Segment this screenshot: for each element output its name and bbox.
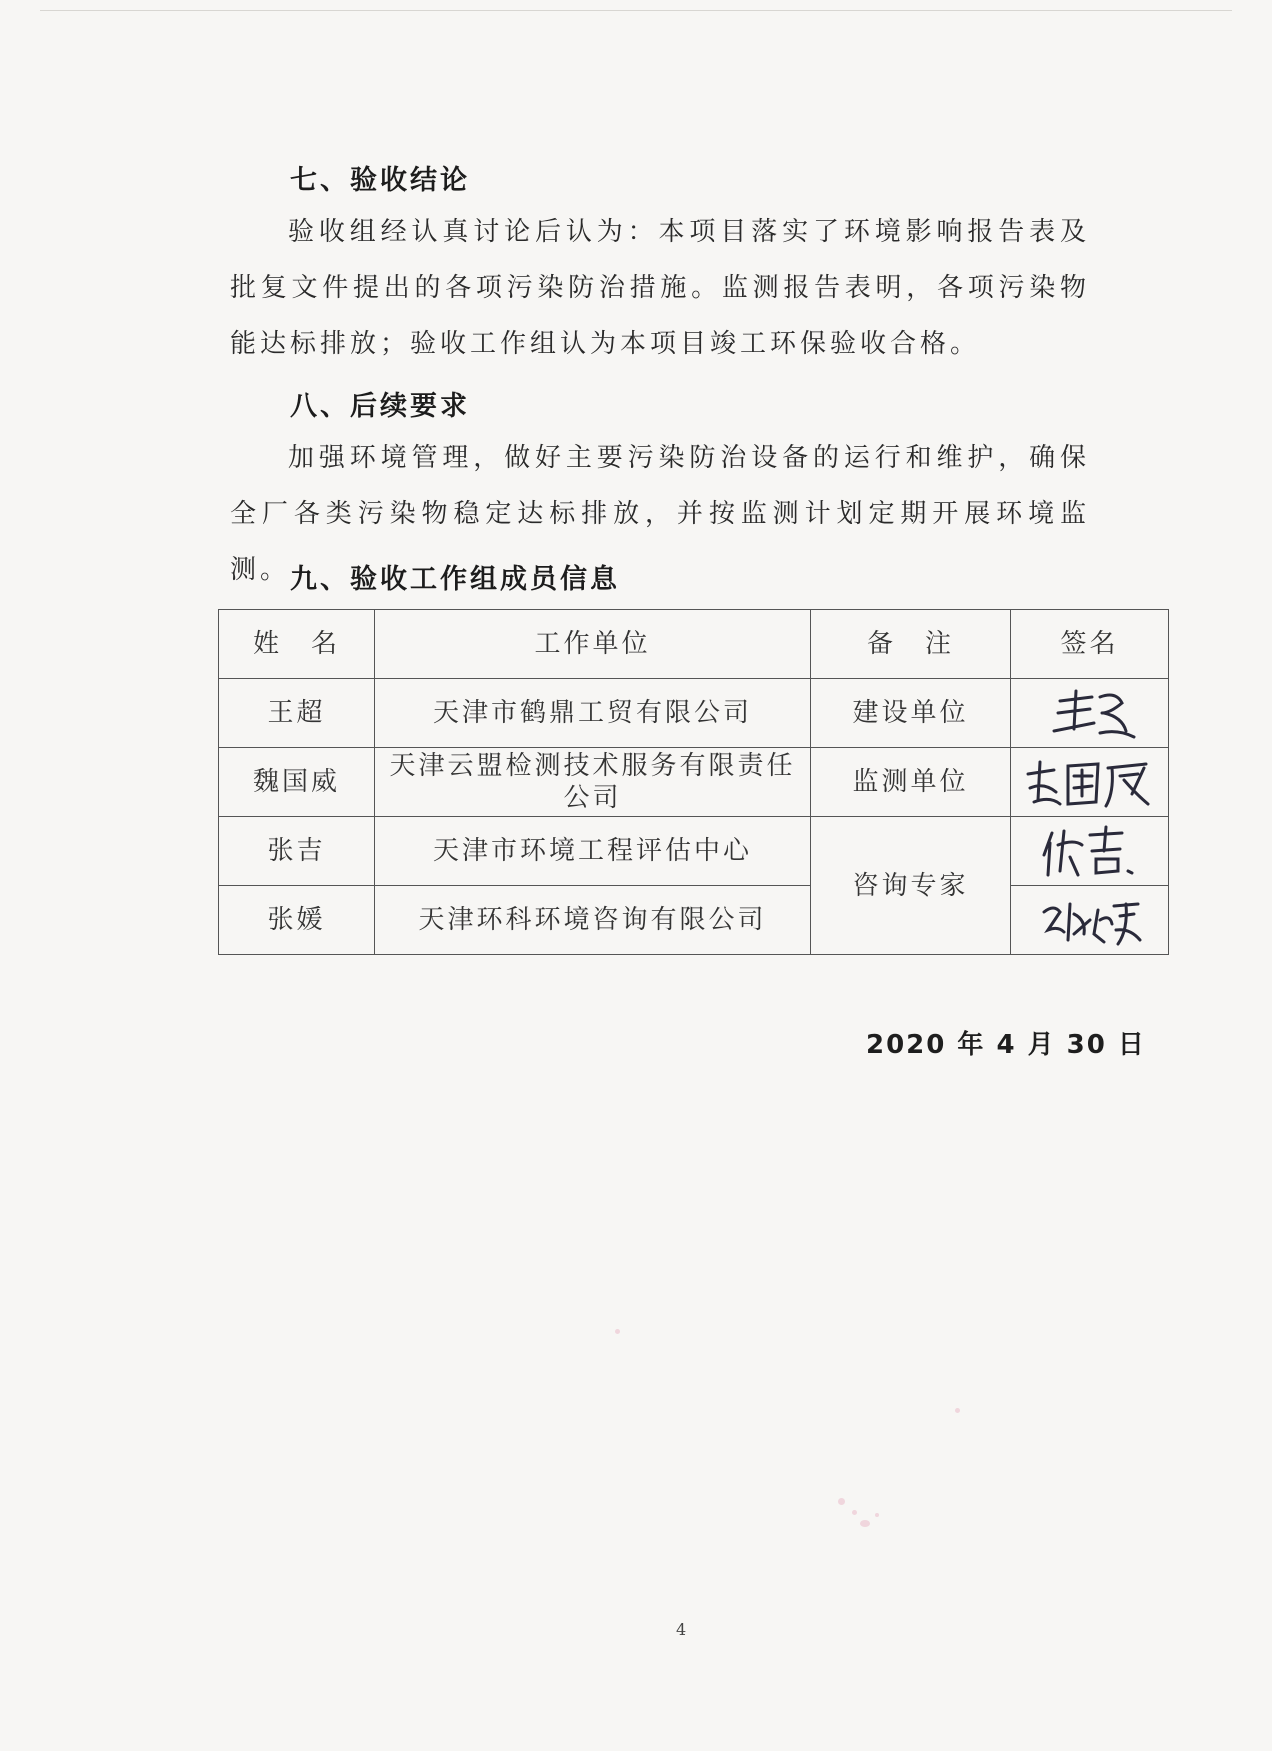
member-unit: 天津云盟检测技术服务有限责任公司 <box>375 748 811 817</box>
member-unit: 天津市鹤鼎工贸有限公司 <box>375 679 811 748</box>
document-date: 2020 年 4 月 30 日 <box>866 1030 1146 1060</box>
section-7-title: 七、验收结论 <box>290 165 470 196</box>
member-note: 监测单位 <box>811 748 1011 817</box>
handwritten-signature-icon <box>1030 683 1150 743</box>
signature-cell <box>1011 679 1169 748</box>
paper-stain <box>615 1329 620 1334</box>
signature-cell <box>1011 886 1169 955</box>
header-name: 姓 名 <box>219 610 375 679</box>
paper-stain <box>860 1520 870 1527</box>
header-signature: 签名 <box>1011 610 1169 679</box>
section-9-title: 九、验收工作组成员信息 <box>290 564 620 595</box>
paper-stain <box>875 1513 879 1517</box>
member-unit: 天津市环境工程评估中心 <box>375 817 811 886</box>
table-row <box>219 886 1169 955</box>
header-note: 备 注 <box>811 610 1011 679</box>
header-unit: 工作单位 <box>375 610 811 679</box>
table-row <box>219 817 1169 886</box>
paper-stain <box>838 1498 845 1505</box>
handwritten-signature-icon <box>1030 890 1150 950</box>
section-8-title: 八、后续要求 <box>290 391 470 422</box>
member-name: 王超 <box>219 679 375 748</box>
section-7-body: 验收组经认真讨论后认为：本项目落实了环境影响报告表及批复文件提出的各项污染防治措施。监测报告表明，各项污染物能达标排放；验收工作组认为本项目竣工环保验收合格。 <box>230 217 1090 359</box>
member-name: 张媛 <box>219 886 375 955</box>
signature-cell <box>1011 817 1169 886</box>
handwritten-signature-icon <box>1020 752 1160 812</box>
page-top-edge <box>40 10 1232 11</box>
member-name: 张吉 <box>219 817 375 886</box>
table-header-row <box>219 610 1169 679</box>
member-note: 建设单位 <box>811 679 1011 748</box>
section-8-body: 加强环境管理，做好主要污染防治设备的运行和维护，确保全厂各类污染物稳定达标排放，并按监测计划定期开展环境监测。 <box>230 443 1090 585</box>
table-row <box>219 679 1169 748</box>
members-table <box>218 609 1169 955</box>
member-name: 魏国威 <box>219 748 375 817</box>
member-unit: 天津环科环境咨询有限公司 <box>375 886 811 955</box>
paper-stain <box>852 1510 857 1515</box>
page-number: 4 <box>676 1620 687 1639</box>
handwritten-signature-icon <box>1030 821 1150 881</box>
table-row <box>219 748 1169 817</box>
paper-stain <box>955 1408 960 1413</box>
signature-cell <box>1011 748 1169 817</box>
member-note: 咨询专家 <box>811 817 1011 955</box>
